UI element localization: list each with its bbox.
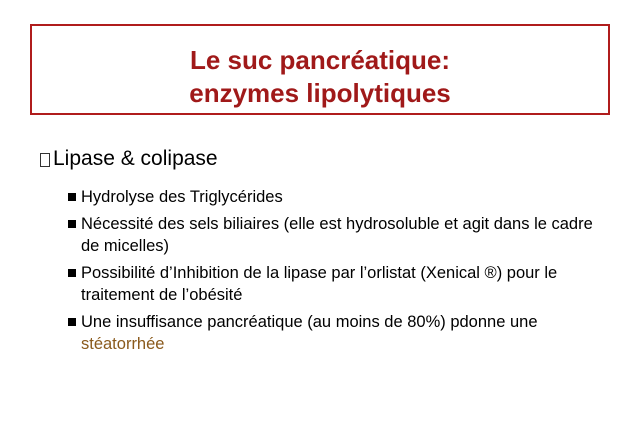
list-item [68,213,608,257]
main-bullet-item [40,147,218,171]
list-item-text: Possibilité d’Inhibition de la lipase par l’orlistat (Xenical ®) pour le traitement de l’obésité [81,264,558,304]
square-bullet-icon [68,220,76,228]
list-item-text: Hydrolyse des Triglycérides [81,188,283,206]
title-box [30,24,610,115]
list-item [68,262,608,306]
list-item-text [81,311,608,355]
list-item-text: Nécessité des sels biliaires (elle est hydrosoluble et agit dans le cadre de micelles) [81,215,593,255]
square-bullet-icon [68,269,76,277]
square-bullet-icon [68,193,76,201]
steatorrhee-link[interactable]: stéatorrhée [81,335,165,353]
main-bullet-label: Lipase & colipase [53,147,218,170]
list-item-text-prefix: Une insuffisance pancréatique (au moins de 80%) pdonne une [81,313,538,331]
slide-title-line-1: Le suc pancréatique: [189,45,451,75]
square-bullet-icon [40,153,50,167]
slide-title-line-2: enzymes lipolytiques [189,78,451,108]
sub-bullet-list [68,186,608,360]
list-item [68,311,608,355]
list-item [68,186,608,208]
square-bullet-icon [68,318,76,326]
